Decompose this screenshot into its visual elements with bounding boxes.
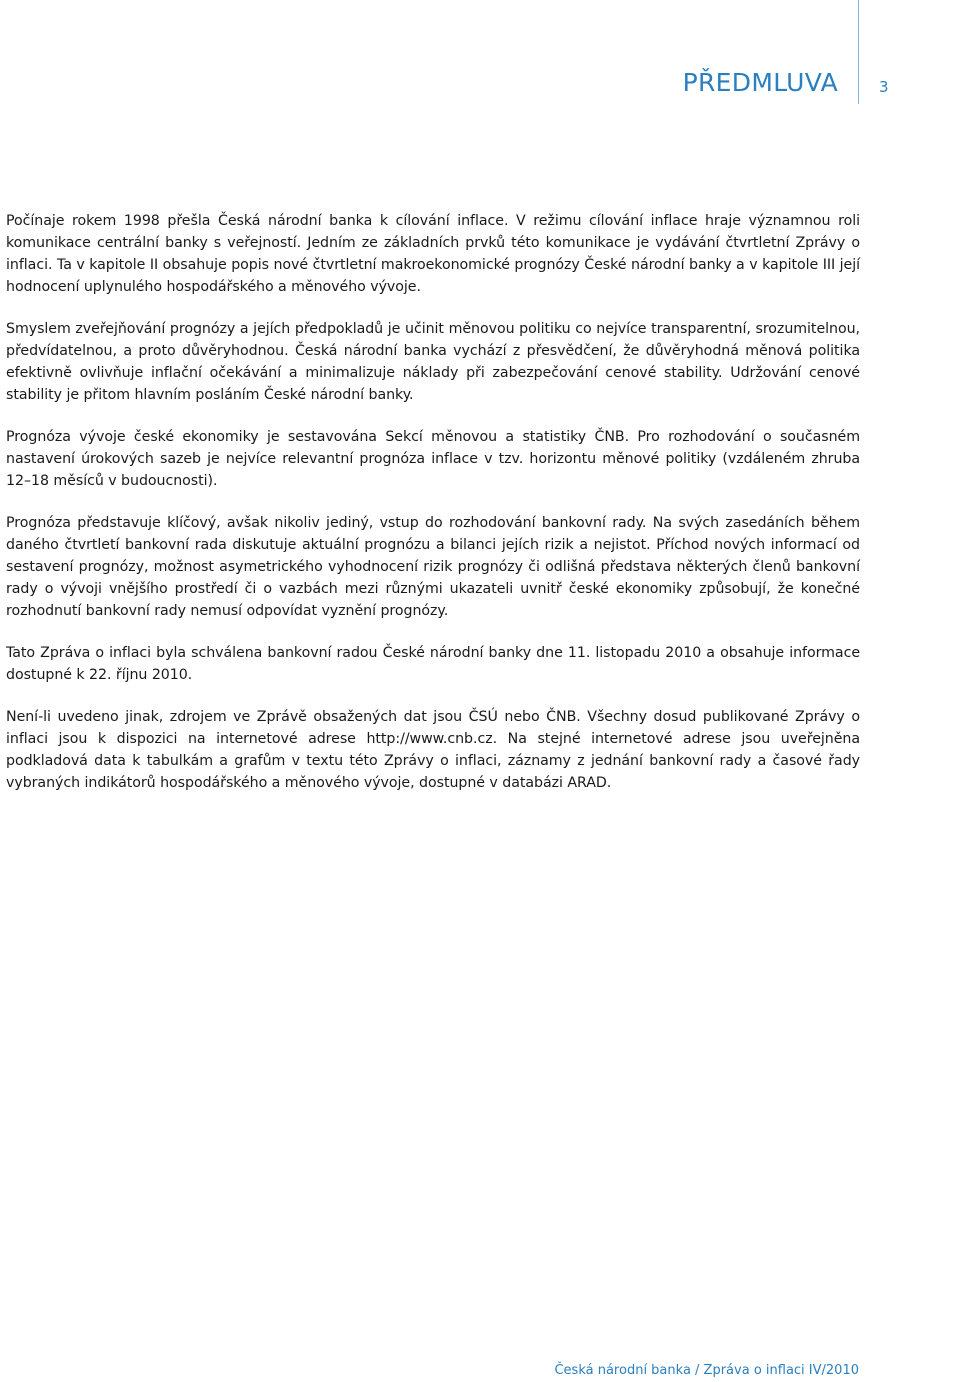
foreword-body [6, 210, 860, 814]
paragraph-5: Tato Zpráva o inflaci byla schválena bankovní radou České národní banky dne 11. listopadu 2010 a obsahuje informace dostupné k 22. říjnu 2010. [6, 645, 860, 683]
page-footer: Česká národní banka / Zpráva o inflaci IV/2010 [554, 1363, 859, 1378]
page-number: 3 [879, 78, 889, 96]
paragraph-1: Počínaje rokem 1998 přešla Česká národní banka k cílování inflace. V režimu cílování inflace hraje významnou roli komunikace centrální banky s veřejností. Jedním ze základních prvků této komunikace je vydávání čtvrtletní Zprávy o inflaci. Ta v kapitole II obsahuje popis nové čtvrtletní makroekonomické prognózy České národní banky a v kapitole III její hodnocení uplynulého hospodářského a měnového vývoje. [6, 213, 860, 295]
paragraph-3: Prognóza vývoje české ekonomiky je sestavována Sekcí měnovou a statistiky ČNB. Pro rozhodování o současném nastavení úrokových sazeb je nejvíce relevantní prognóza inflace v tzv. horizontu měnové politiky (vzdáleném zhruba 12–18 měsíců v budoucnosti). [6, 429, 860, 489]
paragraph-6: Není-li uvedeno jinak, zdrojem ve Zprávě obsažených dat jsou ČSÚ nebo ČNB. Všechny dosud publikované Zprávy o inflaci jsou k dispozici na internetové adrese http://www.cnb.cz. Na stejné internetové adrese jsou uveřejněna podkladová data k tabulkám a grafům v textu této Zprávy o inflaci, záznamy z jednání bankovní rady a časové řady vybraných indikátorů hospodářského a měnového vývoje, dostupné v databázi ARAD. [6, 709, 860, 791]
chapter-title: PŘEDMLUVA [682, 68, 838, 97]
header-divider-rule [858, 0, 859, 104]
paragraph-2: Smyslem zveřejňování prognózy a jejích předpokladů je učinit měnovou politiku co nejvíce transparentní, srozumitelnou, předvídatelnou, a proto důvěryhodnou. Česká národní banka vychází z přesvědčení, že důvěryhodná měnová politika efektivně ovlivňuje inflační očekávání a minimalizuje náklady při zabezpečování cenové stability. Udržování cenové stability je přitom hlavním posláním České národní banky. [6, 321, 860, 403]
paragraph-4: Prognóza představuje klíčový, avšak nikoliv jediný, vstup do rozhodování bankovní rady. Na svých zasedáních během daného čtvrtletí bankovní rada diskutuje aktuální prognózu a bilanci jejích rizik a nejistot. Příchod nových informací od sestavení prognózy, možnost asymetrického vyhodnocení rizik prognózy či odlišná představa některých členů bankovní rady o vývoji vnějšího prostředí či o vazbách mezi různými ukazateli uvnitř české ekonomiky způsobují, že konečné rozhodnutí bankovní rady nemusí odpovídat vyznění prognózy. [6, 515, 860, 619]
